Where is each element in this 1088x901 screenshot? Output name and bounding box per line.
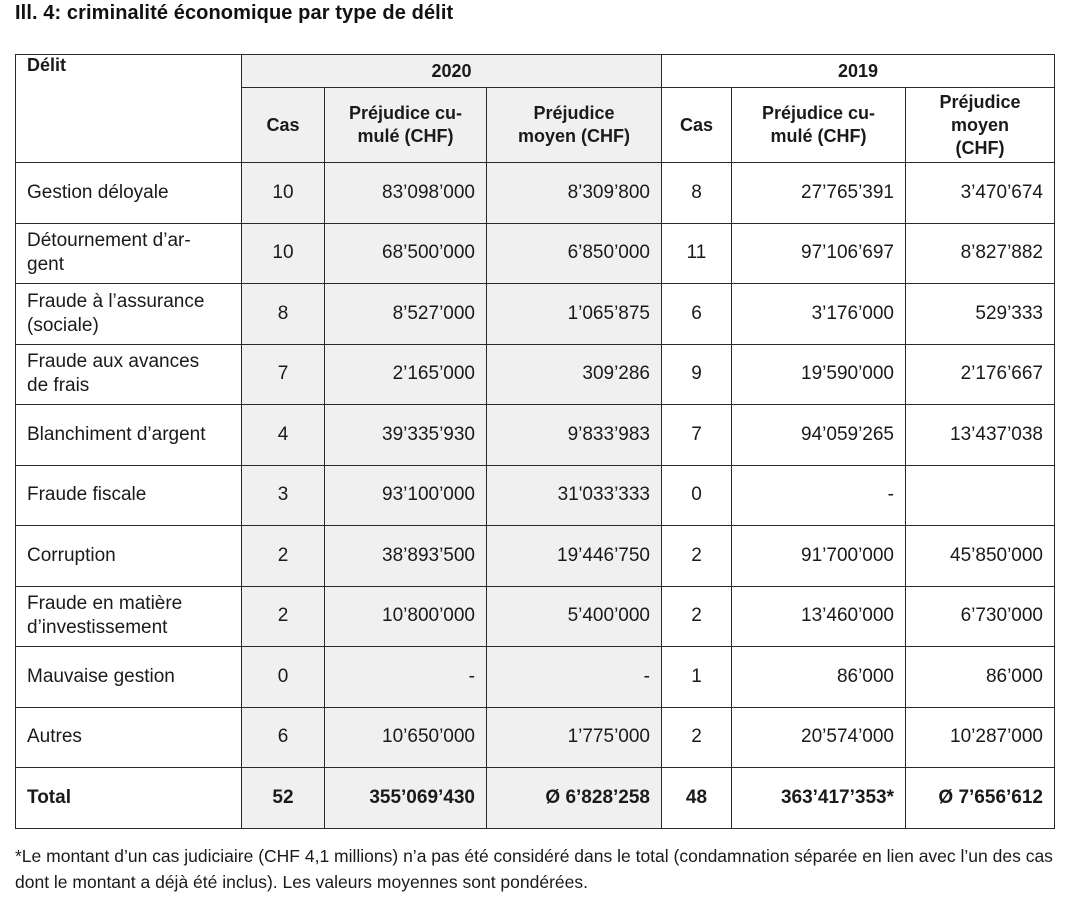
cell-moyen-2019: 6’730’000 (906, 586, 1055, 647)
year-header-row (16, 55, 1055, 88)
table-body (16, 163, 1055, 829)
cell-cas-2019: 2 (662, 707, 732, 768)
cell-moyen-2020: 309’286 (487, 344, 662, 405)
cell-cas-2020: 0 (242, 647, 325, 708)
cell-moyen-2020: 1’065’875 (487, 284, 662, 345)
cell-delit: Fraude fiscale (16, 465, 242, 526)
cell-moyen-2019: 10’287’000 (906, 707, 1055, 768)
crime-table (15, 54, 1055, 829)
delit-header: Délit (16, 55, 242, 163)
cell-cumul-2019: 97’106’697 (732, 223, 906, 284)
cell-cumul-2019: 27’765’391 (732, 163, 906, 224)
cell-moyen-2020: 8’309’800 (487, 163, 662, 224)
table-row (16, 526, 1055, 587)
cell-cas-2019: 11 (662, 223, 732, 284)
cell-delit: Fraude à l’assurance (sociale) (16, 284, 242, 345)
cell-delit: Fraude aux avances de frais (16, 344, 242, 405)
cell-cas-2020: 8 (242, 284, 325, 345)
cell-cumul-2019: 3’176’000 (732, 284, 906, 345)
cell-cumul-2020: 10’650’000 (325, 707, 487, 768)
cell-cumul-2020: 355’069’430 (325, 768, 487, 829)
cell-delit: Gestion déloyale (16, 163, 242, 224)
cell-moyen-2019: 86’000 (906, 647, 1055, 708)
cell-cumul-2019: 94’059’265 (732, 405, 906, 466)
cell-cumul-2020: 93’100’000 (325, 465, 487, 526)
year-2020-header: 2020 (242, 55, 662, 88)
cell-delit: Fraude en matière d’investissement (16, 586, 242, 647)
cell-cumul-2020: 8’527’000 (325, 284, 487, 345)
table-row (16, 163, 1055, 224)
cell-cas-2019: 2 (662, 526, 732, 587)
cell-cas-2020: 2 (242, 586, 325, 647)
cell-cumul-2020: - (325, 647, 487, 708)
cell-cas-2019: 7 (662, 405, 732, 466)
cell-cas-2019: 48 (662, 768, 732, 829)
cas-2020-header: Cas (242, 88, 325, 163)
cell-moyen-2019: 8’827’882 (906, 223, 1055, 284)
cumul-2019-header: Préjudice cu- mulé (CHF) (732, 88, 906, 163)
cell-moyen-2020: 31'033’333 (487, 465, 662, 526)
cell-cas-2020: 10 (242, 223, 325, 284)
cell-cas-2020: 52 (242, 768, 325, 829)
cell-cumul-2020: 10’800’000 (325, 586, 487, 647)
cell-cumul-2019: 363’417’353* (732, 768, 906, 829)
cell-cumul-2019: 19’590’000 (732, 344, 906, 405)
cell-cumul-2019: - (732, 465, 906, 526)
cell-moyen-2019: 3’470’674 (906, 163, 1055, 224)
cell-delit: Blanchiment d’argent (16, 405, 242, 466)
cell-moyen-2020: 9’833’983 (487, 405, 662, 466)
cell-cas-2019: 2 (662, 586, 732, 647)
cell-delit: Mauvaise gestion (16, 647, 242, 708)
total-row (16, 768, 1055, 829)
cell-cas-2020: 3 (242, 465, 325, 526)
cell-cumul-2020: 2’165’000 (325, 344, 487, 405)
table-row (16, 284, 1055, 345)
cell-moyen-2020: - (487, 647, 662, 708)
cell-cas-2019: 9 (662, 344, 732, 405)
cell-cumul-2019: 20’574’000 (732, 707, 906, 768)
table-row (16, 586, 1055, 647)
table-row (16, 405, 1055, 466)
cell-moyen-2019: 45’850’000 (906, 526, 1055, 587)
table-row (16, 223, 1055, 284)
cell-cas-2020: 7 (242, 344, 325, 405)
cell-cumul-2020: 39’335’930 (325, 405, 487, 466)
cell-moyen-2019: Ø 7’656’612 (906, 768, 1055, 829)
cell-cumul-2019: 91’700’000 (732, 526, 906, 587)
cell-moyen-2020: 5’400’000 (487, 586, 662, 647)
table-row (16, 465, 1055, 526)
cell-moyen-2020: 1’775’000 (487, 707, 662, 768)
cell-cumul-2020: 83’098’000 (325, 163, 487, 224)
cell-cumul-2020: 38’893’500 (325, 526, 487, 587)
cell-moyen-2019: 13’437’038 (906, 405, 1055, 466)
cell-moyen-2020: 6’850’000 (487, 223, 662, 284)
cell-moyen-2019: 2’176’667 (906, 344, 1055, 405)
cell-cumul-2020: 68’500’000 (325, 223, 487, 284)
cell-delit: Autres (16, 707, 242, 768)
cell-cas-2020: 2 (242, 526, 325, 587)
cell-cas-2019: 0 (662, 465, 732, 526)
cell-cas-2020: 10 (242, 163, 325, 224)
table-row (16, 707, 1055, 768)
cell-cumul-2019: 86’000 (732, 647, 906, 708)
footnote: *Le montant d’un cas judiciaire (CHF 4,1 millions) n’a pas été considéré dans le total (condamnation séparée en lien avec l’un des cas dont le montant a déjà été inclus). Les valeurs moyennes sont pondérées. (15, 846, 1053, 892)
cell-cumul-2019: 13’460’000 (732, 586, 906, 647)
cell-cas-2020: 4 (242, 405, 325, 466)
cell-moyen-2020: 19’446’750 (487, 526, 662, 587)
cell-delit: Corruption (16, 526, 242, 587)
cell-cas-2019: 8 (662, 163, 732, 224)
table-row (16, 647, 1055, 708)
cumul-2020-header: Préjudice cu- mulé (CHF) (325, 88, 487, 163)
moyen-2019-header: Préjudice moyen (CHF) (906, 88, 1055, 163)
moyen-2020-header: Préjudice moyen (CHF) (487, 88, 662, 163)
document-title: Ill. 4: criminalité économique par type de délit (15, 2, 454, 24)
cell-moyen-2019 (906, 465, 1055, 526)
cell-cas-2019: 6 (662, 284, 732, 345)
cell-moyen-2020: Ø 6’828’258 (487, 768, 662, 829)
cell-delit: Total (16, 768, 242, 829)
cell-delit: Détournement d’ar- gent (16, 223, 242, 284)
cell-cas-2020: 6 (242, 707, 325, 768)
cell-moyen-2019: 529’333 (906, 284, 1055, 345)
cell-cas-2019: 1 (662, 647, 732, 708)
cas-2019-header: Cas (662, 88, 732, 163)
year-2019-header: 2019 (662, 55, 1055, 88)
table-row (16, 344, 1055, 405)
